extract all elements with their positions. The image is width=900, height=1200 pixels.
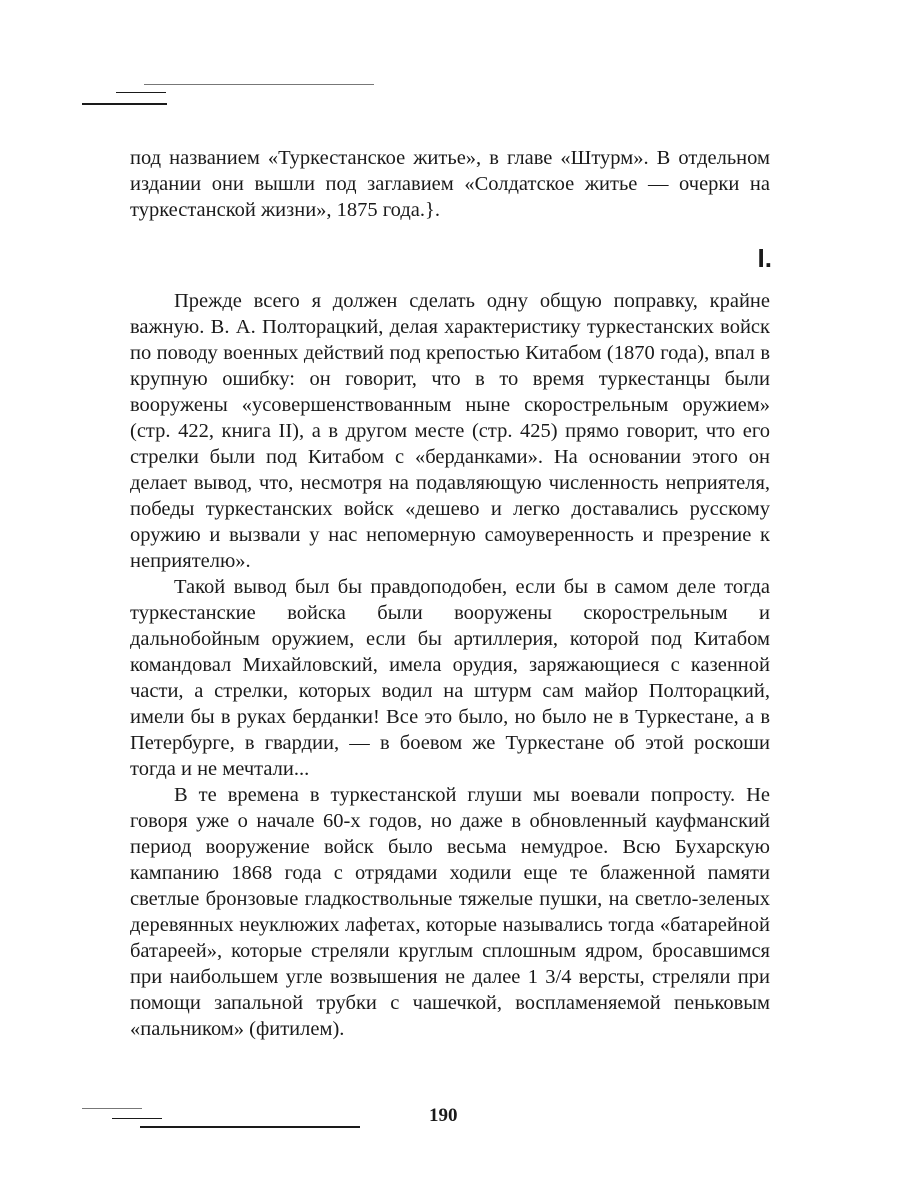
footer-rule-thin xyxy=(82,1108,142,1109)
paragraph-3: В те времена в туркестанской глуши мы воевали попросту. Не говоря уже о начале 60-х годов, но даже в обновленный кауфманский период вооружение войск было весьма немудрое. Всю Бухарскую кампанию 1868 года с отрядами ходили еще те блаженной памяти светлые бронзовые гладкоствольные тяжелые пушки, на светло-зеленых деревянных неуклюжих лафетах, которые назывались тогда «батарейной батареей», которые стреляли круглым сплошным ядром, бросавшимся при наибольшем угле возвышения не далее 1 3/4 версты, стреляли при помощи запальной трубки с чашечкой, воспламеняемой пеньковым «пальником» (фитилем). xyxy=(130,784,770,1040)
paragraph-2: Такой вывод был бы правдоподобен, если бы в самом деле тогда туркестанские войска были вооружены скорострельным и дальнобойным оружием, если бы артиллерия, которой под Китабом командовал Михайловский, имела орудия, заряжающиеся с казенной части, а стрелки, которых водил на штурм сам майор Полторацкий, имели бы в руках берданки! Все это было, но было не в Туркестане, а в Петербурге, в гвардии, — в боевом же Туркестане об этой роскоши тогда и не мечтали... xyxy=(130,576,770,780)
footnote-text: под названием «Туркестанское житье», в главе «Штурм». В отдельном издании они вышли под заглавием «Солдатское житье — очерки на туркестанской жизни», 1875 года.}. xyxy=(130,147,770,221)
footnote-continuation xyxy=(130,145,770,223)
header-rule-thick xyxy=(82,103,167,105)
section-heading: I. xyxy=(757,243,772,273)
footer-rule-thick xyxy=(140,1126,360,1128)
header-rule-thin xyxy=(144,84,374,85)
header-rule-short xyxy=(116,92,166,93)
page-number: 190 xyxy=(429,1105,458,1126)
footer-rule-short xyxy=(112,1118,162,1119)
paragraph-1: Прежде всего я должен сделать одну общую поправку, крайне важную. В. А. Полторацкий, делая характеристику туркестанских войск по поводу военных действий под крепостью Китабом (1870 года), впал в крупную ошибку: он говорит, что в то время туркестанцы были вооружены «усовершенствованным ныне скорострельным оружием» (стр. 422, книга II), а в другом месте (стр. 425) прямо говорит, что его стрелки были под Китабом с «берданками». На основании этого он делает вывод, что, несмотря на подавляющую численность неприятеля, победы туркестанских войск «дешево и легко доставались русскому оружию и вызвали у нас непомерную самоуверенность и презрение к неприятелю». xyxy=(130,290,770,572)
body-text xyxy=(130,288,770,1042)
